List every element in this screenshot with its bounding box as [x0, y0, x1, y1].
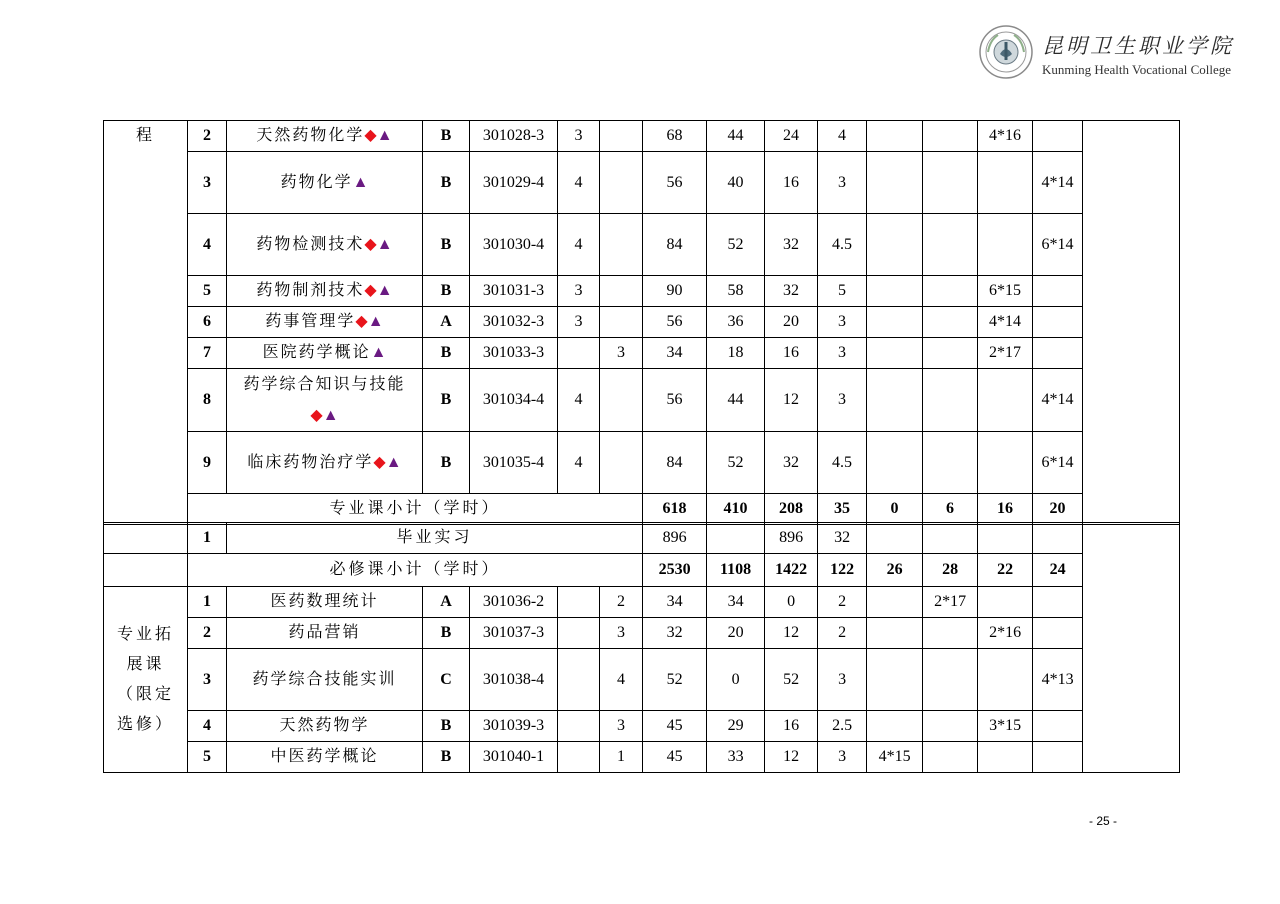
course-type: B	[423, 711, 470, 742]
row-number: 3	[188, 152, 227, 214]
category-cell-empty	[104, 523, 188, 554]
test-col: 3	[600, 711, 643, 742]
semester-4	[1033, 618, 1083, 649]
course-name: 药物检测技术◆▲	[227, 214, 423, 276]
category-cell-ext: 专业拓展课（限定选修）	[104, 587, 188, 773]
practice-hours: 12	[765, 369, 818, 432]
semester-1	[867, 523, 923, 554]
semester-3	[978, 152, 1033, 214]
credits: 32	[818, 523, 867, 554]
theory-hours: 58	[707, 276, 765, 307]
practice-hours: 52	[765, 649, 818, 711]
semester-1	[867, 618, 923, 649]
test-col	[600, 276, 643, 307]
course-type: B	[423, 618, 470, 649]
course-code: 301029-4	[470, 152, 558, 214]
credits: 35	[818, 494, 867, 525]
internship-row	[104, 523, 1180, 554]
practice-hours: 20	[765, 307, 818, 338]
credits: 4.5	[818, 432, 867, 494]
table-row	[104, 214, 1180, 276]
semester-2	[923, 307, 978, 338]
practice-hours: 1422	[765, 554, 818, 587]
semester-2	[923, 649, 978, 711]
course-code: 301028-3	[470, 121, 558, 152]
semester-2	[923, 214, 978, 276]
semester-2: 6	[923, 494, 978, 525]
course-name: 药学综合知识与技能 ◆▲	[227, 369, 423, 432]
exam-col	[558, 649, 600, 711]
semester-1: 0	[867, 494, 923, 525]
practice-hours: 0	[765, 587, 818, 618]
test-col	[600, 307, 643, 338]
exam-col: 4	[558, 214, 600, 276]
course-name: 药学综合技能实训	[227, 649, 423, 711]
course-type: A	[423, 307, 470, 338]
theory-hours	[707, 523, 765, 554]
total-hours: 45	[643, 742, 707, 773]
exam-col: 3	[558, 276, 600, 307]
theory-hours: 33	[707, 742, 765, 773]
category-cell-top: 程	[104, 121, 188, 525]
row-number: 4	[188, 214, 227, 276]
exam-col	[558, 618, 600, 649]
total-hours: 84	[643, 432, 707, 494]
practice-hours: 16	[765, 152, 818, 214]
row-number: 1	[188, 523, 227, 554]
semester-4: 6*14	[1033, 432, 1083, 494]
semester-2	[923, 369, 978, 432]
semester-1	[867, 587, 923, 618]
semester-3: 2*17	[978, 338, 1033, 369]
table-row	[104, 276, 1180, 307]
credits: 3	[818, 338, 867, 369]
semester-3	[978, 523, 1033, 554]
semester-1	[867, 276, 923, 307]
remarks-column	[1083, 523, 1180, 773]
semester-4: 24	[1033, 554, 1083, 587]
semester-3: 4*14	[978, 307, 1033, 338]
practice-hours: 12	[765, 618, 818, 649]
semester-4	[1033, 276, 1083, 307]
semester-4	[1033, 711, 1083, 742]
table-row	[104, 618, 1180, 649]
theory-hours: 44	[707, 369, 765, 432]
total-hours: 45	[643, 711, 707, 742]
semester-3: 4*16	[978, 121, 1033, 152]
college-name-en: Kunming Health Vocational College	[1042, 62, 1232, 77]
semester-4: 4*14	[1033, 369, 1083, 432]
semester-4	[1033, 587, 1083, 618]
semester-4	[1033, 523, 1083, 554]
theory-hours: 52	[707, 432, 765, 494]
test-col: 2	[600, 587, 643, 618]
credits: 2.5	[818, 711, 867, 742]
total-hours: 52	[643, 649, 707, 711]
exam-col	[558, 587, 600, 618]
test-col: 4	[600, 649, 643, 711]
credits: 122	[818, 554, 867, 587]
course-code: 301033-3	[470, 338, 558, 369]
total-hours: 56	[643, 307, 707, 338]
total-hours: 34	[643, 587, 707, 618]
semester-1	[867, 369, 923, 432]
course-name: 药物制剂技术◆▲	[227, 276, 423, 307]
row-number: 5	[188, 742, 227, 773]
semester-2: 28	[923, 554, 978, 587]
table-row	[104, 711, 1180, 742]
theory-hours: 44	[707, 121, 765, 152]
test-col	[600, 152, 643, 214]
course-type: B	[423, 369, 470, 432]
test-col	[600, 214, 643, 276]
total-hours: 34	[643, 338, 707, 369]
course-name: 医药数理统计	[227, 587, 423, 618]
exam-col	[558, 711, 600, 742]
curriculum-table-lower	[103, 522, 1180, 773]
semester-3: 22	[978, 554, 1033, 587]
page-number: - 25 -	[1089, 814, 1118, 828]
credits: 3	[818, 307, 867, 338]
course-type: B	[423, 152, 470, 214]
total-hours: 90	[643, 276, 707, 307]
semester-3	[978, 214, 1033, 276]
semester-1	[867, 121, 923, 152]
row-number: 6	[188, 307, 227, 338]
row-number: 4	[188, 711, 227, 742]
test-col	[600, 121, 643, 152]
semester-1	[867, 649, 923, 711]
course-name: 医院药学概论▲	[227, 338, 423, 369]
table-row	[104, 369, 1180, 432]
course-type: B	[423, 338, 470, 369]
semester-2	[923, 338, 978, 369]
semester-2	[923, 152, 978, 214]
course-code: 301032-3	[470, 307, 558, 338]
practice-hours: 24	[765, 121, 818, 152]
course-code: 301034-4	[470, 369, 558, 432]
semester-1	[867, 432, 923, 494]
credits: 4	[818, 121, 867, 152]
credits: 3	[818, 649, 867, 711]
table-row	[104, 307, 1180, 338]
semester-3	[978, 587, 1033, 618]
semester-2	[923, 121, 978, 152]
theory-hours: 20	[707, 618, 765, 649]
semester-2	[923, 742, 978, 773]
course-name: 药品营销	[227, 618, 423, 649]
course-type: B	[423, 432, 470, 494]
theory-hours: 1108	[707, 554, 765, 587]
table-row	[104, 152, 1180, 214]
subtotal-major-row	[104, 494, 1180, 525]
practice-hours: 32	[765, 214, 818, 276]
semester-4: 4*14	[1033, 152, 1083, 214]
total-hours: 56	[643, 369, 707, 432]
college-name-cn: 昆明卫生职业学院	[1042, 34, 1234, 58]
total-hours: 84	[643, 214, 707, 276]
course-code: 301031-3	[470, 276, 558, 307]
row-number: 5	[188, 276, 227, 307]
table-row	[104, 338, 1180, 369]
semester-4	[1033, 742, 1083, 773]
semester-3	[978, 432, 1033, 494]
test-col	[600, 432, 643, 494]
practice-hours: 16	[765, 338, 818, 369]
total-hours: 32	[643, 618, 707, 649]
semester-4	[1033, 307, 1083, 338]
semester-2	[923, 711, 978, 742]
total-hours: 2530	[643, 554, 707, 587]
exam-col: 3	[558, 121, 600, 152]
table-row	[104, 121, 1180, 152]
theory-hours: 40	[707, 152, 765, 214]
semester-3	[978, 369, 1033, 432]
semester-1	[867, 152, 923, 214]
test-col: 3	[600, 618, 643, 649]
theory-hours: 34	[707, 587, 765, 618]
credits: 2	[818, 587, 867, 618]
course-type: B	[423, 276, 470, 307]
row-number: 2	[188, 121, 227, 152]
remarks-column	[1083, 121, 1180, 525]
practice-hours: 16	[765, 711, 818, 742]
course-name: 药物化学▲	[227, 152, 423, 214]
course-type: B	[423, 742, 470, 773]
exam-col	[558, 338, 600, 369]
curriculum-table	[103, 120, 1180, 525]
theory-hours: 52	[707, 214, 765, 276]
semester-1	[867, 214, 923, 276]
course-code: 301030-4	[470, 214, 558, 276]
course-code: 301037-3	[470, 618, 558, 649]
theory-hours: 36	[707, 307, 765, 338]
row-number: 3	[188, 649, 227, 711]
exam-col	[558, 742, 600, 773]
credits: 3	[818, 152, 867, 214]
table-row	[104, 649, 1180, 711]
practice-hours: 32	[765, 432, 818, 494]
semester-2	[923, 523, 978, 554]
course-type: C	[423, 649, 470, 711]
exam-col: 4	[558, 432, 600, 494]
semester-3	[978, 649, 1033, 711]
semester-4: 6*14	[1033, 214, 1083, 276]
credits: 5	[818, 276, 867, 307]
subtotal-required-row	[104, 554, 1180, 587]
semester-1	[867, 711, 923, 742]
course-name: 药事管理学◆▲	[227, 307, 423, 338]
course-code: 301040-1	[470, 742, 558, 773]
semester-3	[978, 742, 1033, 773]
semester-2	[923, 276, 978, 307]
college-logo	[978, 24, 1240, 80]
semester-4: 4*13	[1033, 649, 1083, 711]
semester-4: 20	[1033, 494, 1083, 525]
theory-hours: 18	[707, 338, 765, 369]
total-hours: 68	[643, 121, 707, 152]
table-row	[104, 587, 1180, 618]
semester-2: 2*17	[923, 587, 978, 618]
semester-3: 2*16	[978, 618, 1033, 649]
row-number: 8	[188, 369, 227, 432]
course-type: B	[423, 121, 470, 152]
exam-col: 3	[558, 307, 600, 338]
exam-col: 4	[558, 369, 600, 432]
semester-3: 6*15	[978, 276, 1033, 307]
semester-1: 4*15	[867, 742, 923, 773]
credits: 2	[818, 618, 867, 649]
credits: 3	[818, 369, 867, 432]
exam-col: 4	[558, 152, 600, 214]
semester-2	[923, 432, 978, 494]
semester-1	[867, 307, 923, 338]
course-name: 临床药物治疗学◆▲	[227, 432, 423, 494]
theory-hours: 410	[707, 494, 765, 525]
table-row	[104, 742, 1180, 773]
course-type: A	[423, 587, 470, 618]
total-hours: 618	[643, 494, 707, 525]
row-number: 7	[188, 338, 227, 369]
theory-hours: 29	[707, 711, 765, 742]
table-row	[104, 432, 1180, 494]
credits: 4.5	[818, 214, 867, 276]
subtotal-label: 专业课小计（学时）	[188, 494, 643, 525]
practice-hours: 32	[765, 276, 818, 307]
test-col	[600, 369, 643, 432]
credits: 3	[818, 742, 867, 773]
course-name: 毕业实习	[227, 523, 643, 554]
subtotal-label: 必修课小计（学时）	[188, 554, 643, 587]
semester-2	[923, 618, 978, 649]
row-number: 9	[188, 432, 227, 494]
course-name: 中医药学概论	[227, 742, 423, 773]
course-code: 301035-4	[470, 432, 558, 494]
theory-hours: 0	[707, 649, 765, 711]
practice-hours: 896	[765, 523, 818, 554]
semester-4	[1033, 338, 1083, 369]
category-cell-empty	[104, 554, 188, 587]
row-number: 1	[188, 587, 227, 618]
college-seal-icon	[978, 24, 1034, 80]
test-col: 1	[600, 742, 643, 773]
course-code: 301039-3	[470, 711, 558, 742]
semester-3: 16	[978, 494, 1033, 525]
semester-4	[1033, 121, 1083, 152]
course-type: B	[423, 214, 470, 276]
semester-3: 3*15	[978, 711, 1033, 742]
row-number: 2	[188, 618, 227, 649]
semester-1: 26	[867, 554, 923, 587]
course-code: 301036-2	[470, 587, 558, 618]
course-name: 天然药物学	[227, 711, 423, 742]
practice-hours: 12	[765, 742, 818, 773]
total-hours: 896	[643, 523, 707, 554]
practice-hours: 208	[765, 494, 818, 525]
semester-1	[867, 338, 923, 369]
course-name: 天然药物化学◆▲	[227, 121, 423, 152]
course-code: 301038-4	[470, 649, 558, 711]
total-hours: 56	[643, 152, 707, 214]
test-col: 3	[600, 338, 643, 369]
